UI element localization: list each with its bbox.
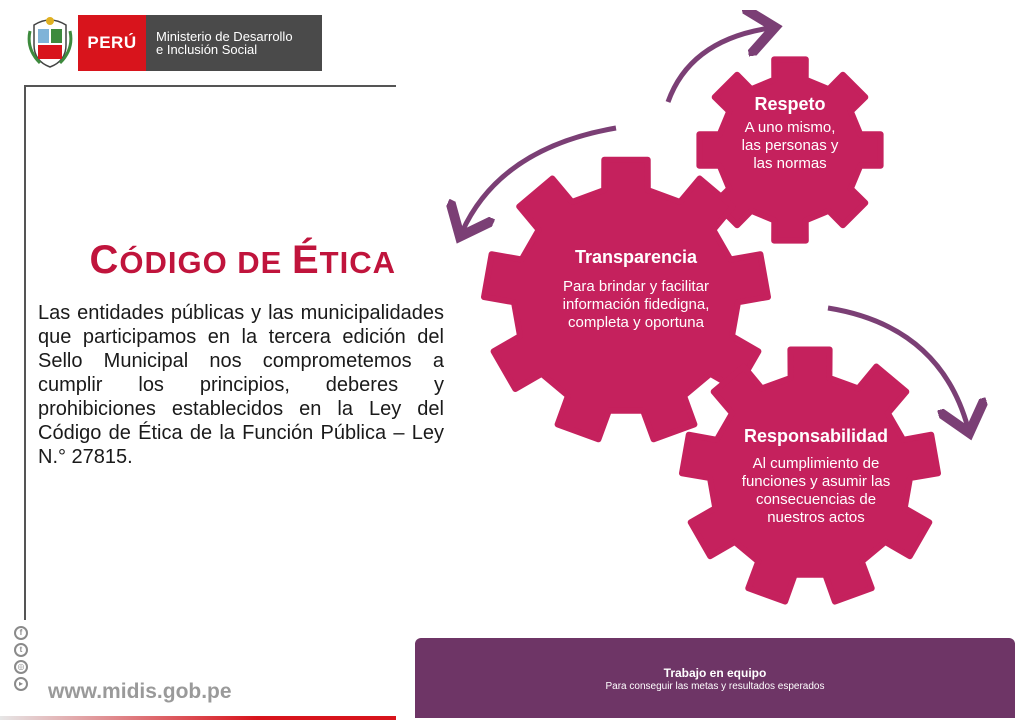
twitter-icon[interactable]: t [14, 643, 28, 657]
ministry-line-1: Ministerio de Desarrollo [156, 29, 293, 44]
banner-subtitle: Para conseguir las metas y resultados esperados [605, 681, 825, 692]
title-c: C [89, 238, 120, 282]
body-paragraph: Las entidades públicas y las municipalidades que participamos en la tercera edición del Sello Municipal nos comprometemos a cumplir los principios, deberes y prohibiciones establecidos en la Ley del Código de Ética de la Función Pública – Ley N.° 27815. [38, 302, 444, 468]
midis-logo [26, 15, 322, 71]
gear-respeto-line3: las normas [753, 155, 827, 172]
peru-coat-of-arms-icon [26, 15, 74, 71]
title-rest1: ÓDIGO DE [119, 245, 292, 280]
peru-label: PERÚ [78, 15, 146, 71]
gear-respeto [710, 94, 870, 173]
page-title [40, 238, 396, 283]
gear-transparencia [536, 247, 736, 332]
gear-transparencia-line3: completa y oportuna [568, 314, 704, 331]
gear-responsabilidad [718, 426, 914, 527]
frame-top-line [24, 85, 396, 87]
teamwork-banner [415, 638, 1015, 718]
instagram-icon[interactable]: ◎ [14, 660, 28, 674]
gear-transparencia-line1: Para brindar y facilitar [563, 278, 709, 295]
gear-responsabilidad-line3: consecuencias de [755, 491, 877, 508]
gear-respeto-title: Respeto [754, 94, 826, 114]
gear-transparencia-title: Transparencia [574, 247, 698, 267]
gear-respeto-line2: las personas y [741, 137, 839, 154]
youtube-icon[interactable]: ▸ [14, 677, 28, 691]
gear-responsabilidad-title: Responsabilidad [743, 426, 889, 446]
social-icons [14, 626, 28, 691]
gear-responsabilidad-line1: Al cumplimiento de [752, 455, 880, 472]
frame-left-line [24, 85, 26, 620]
website-link[interactable]: www.midis.gob.pe [48, 680, 232, 703]
ministry-label [146, 15, 322, 71]
gear-responsabilidad-line4: nuestros actos [767, 509, 865, 526]
gear-responsabilidad-line2: funciones y asumir las [741, 473, 891, 490]
title-e: É [291, 238, 320, 282]
title-rest2: TICA [319, 245, 396, 280]
ministry-line-2: e Inclusión Social [156, 42, 258, 57]
footer-bar [0, 716, 396, 720]
facebook-icon[interactable]: f [14, 626, 28, 640]
banner-title: Trabajo en equipo [663, 666, 767, 680]
gear-transparencia-line2: información fidedigna, [562, 296, 710, 313]
gear-respeto-line1: A uno mismo, [744, 119, 836, 136]
